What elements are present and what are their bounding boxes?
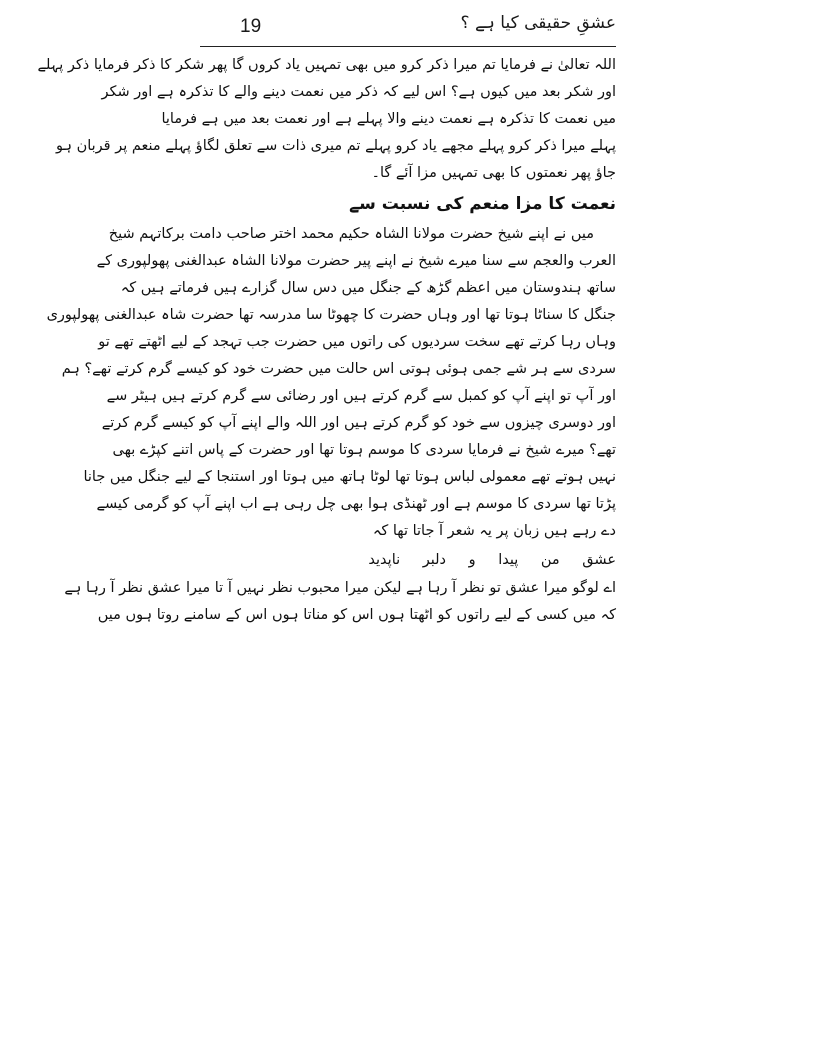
section-heading: نعمت کا مزا منعم کی نسبت سے	[349, 194, 616, 214]
header-rule	[200, 46, 616, 47]
page-number: 19	[240, 16, 262, 37]
text-line: اے لوگو میرا عشق تو نظر آ رہا ہے لیکن میرا محبوب نظر نہیں آ تا میرا عشق نظر آ رہا ہے	[64, 580, 616, 596]
text-line: میں نے اپنے شیخ حضرت مولانا الشاہ حکیم محمد اختر صاحب دامت برکاتہم شیخ	[108, 226, 594, 242]
running-title: عشقِ حقیقی کیا ہے ؟	[460, 13, 616, 33]
text-line: وہاں رہا کرتے تھے سخت سردیوں کی راتوں میں حضرت جب تہجد کے لیے اٹھتے تھے تو	[98, 334, 616, 350]
body-text	[37, 52, 616, 629]
text-line: نہیں ہوتے تھے معمولی لباس ہوتا تھا لوٹا ہاتھ میں ہوتا اور استنجا کے لیے جنگل میں جانا	[83, 469, 616, 485]
text-line: اور آپ تو اپنے آپ کو کمبل سے گرم کرتے ہیں اور رضائی سے گرم کرتے ہیں ہیٹر سے	[106, 388, 616, 404]
text-line: ساتھ ہندوستان میں اعظم گڑھ کے جنگل میں دس سال گزارے ہیں فرماتے ہیں کہ	[120, 280, 616, 296]
text-line: پڑتا تھا سردی کا موسم ہے اور ٹھنڈی ہوا بھی چل رہی ہے اب اپنے آپ کو گرمی کیسے	[96, 496, 616, 512]
verse-line: عشق من پیدا و دلبر ناپدید	[368, 552, 616, 568]
text-line: اور شکر بعد میں کیوں ہے؟ اس لیے کہ ذکر میں نعمت دینے والے کا تذکرہ ہے اور شکر	[101, 84, 616, 100]
text-line: سردی سے ہر شے جمی ہوئی ہوتی اس حالت میں حضرت خود کو کیسے گرم کرتے تھے؟ ہم	[61, 361, 616, 377]
text-line: اللہ تعالیٰ نے فرمایا تم میرا ذکر کرو میں بھی تمہیں یاد کروں گا پھر شکر کا ذکر فرمایا ذکر پہلے	[37, 57, 616, 73]
paragraph-3	[64, 575, 616, 629]
paragraph-1	[37, 52, 616, 187]
text-line: تھے؟ میرے شیخ نے فرمایا سردی کا موسم ہوتا تھا اور حضرت کے پاس اتنے کپڑے بھی	[112, 442, 616, 458]
text-line: پہلے میرا ذکر کرو پہلے مجھے یاد کرو پہلے تم میری ذات سے تعلق لگاؤ پہلے منعم پر قربان ہو	[55, 138, 616, 154]
text-line: العرب والعجم سے سنا میرے شیخ نے اپنے پیر حضرت مولانا الشاہ عبدالغنی پھولپوری کے	[96, 253, 616, 269]
text-line: اور دوسری چیزوں سے خود کو گرم کرتے ہیں اور اللہ والے اپنے آپ کو کیسے گرم کرتے	[101, 415, 616, 431]
text-line: جنگل کا سناٹا ہوتا تھا اور وہاں حضرت کا چھوٹا سا مدرسہ تھا حضرت شاہ عبدالغنی پھولپوری	[46, 307, 616, 323]
paragraph-2	[46, 221, 616, 545]
page-header	[200, 6, 616, 44]
text-line: کہ میں کسی کے لیے راتوں کو اٹھتا ہوں اس کو مناتا ہوں اس کے سامنے روتا ہوں میں	[97, 607, 616, 623]
text-line: جاؤ پھر نعمتوں کا بھی تمہیں مزا آئے گا۔	[371, 165, 616, 181]
text-line: دے رہے ہیں زبان پر یہ شعر آ جاتا تھا کہ	[372, 523, 616, 539]
text-line: میں نعمت کا تذکرہ ہے نعمت دینے والا پہلے ہے اور نعمت بعد میں ہے فرمایا	[161, 111, 616, 127]
